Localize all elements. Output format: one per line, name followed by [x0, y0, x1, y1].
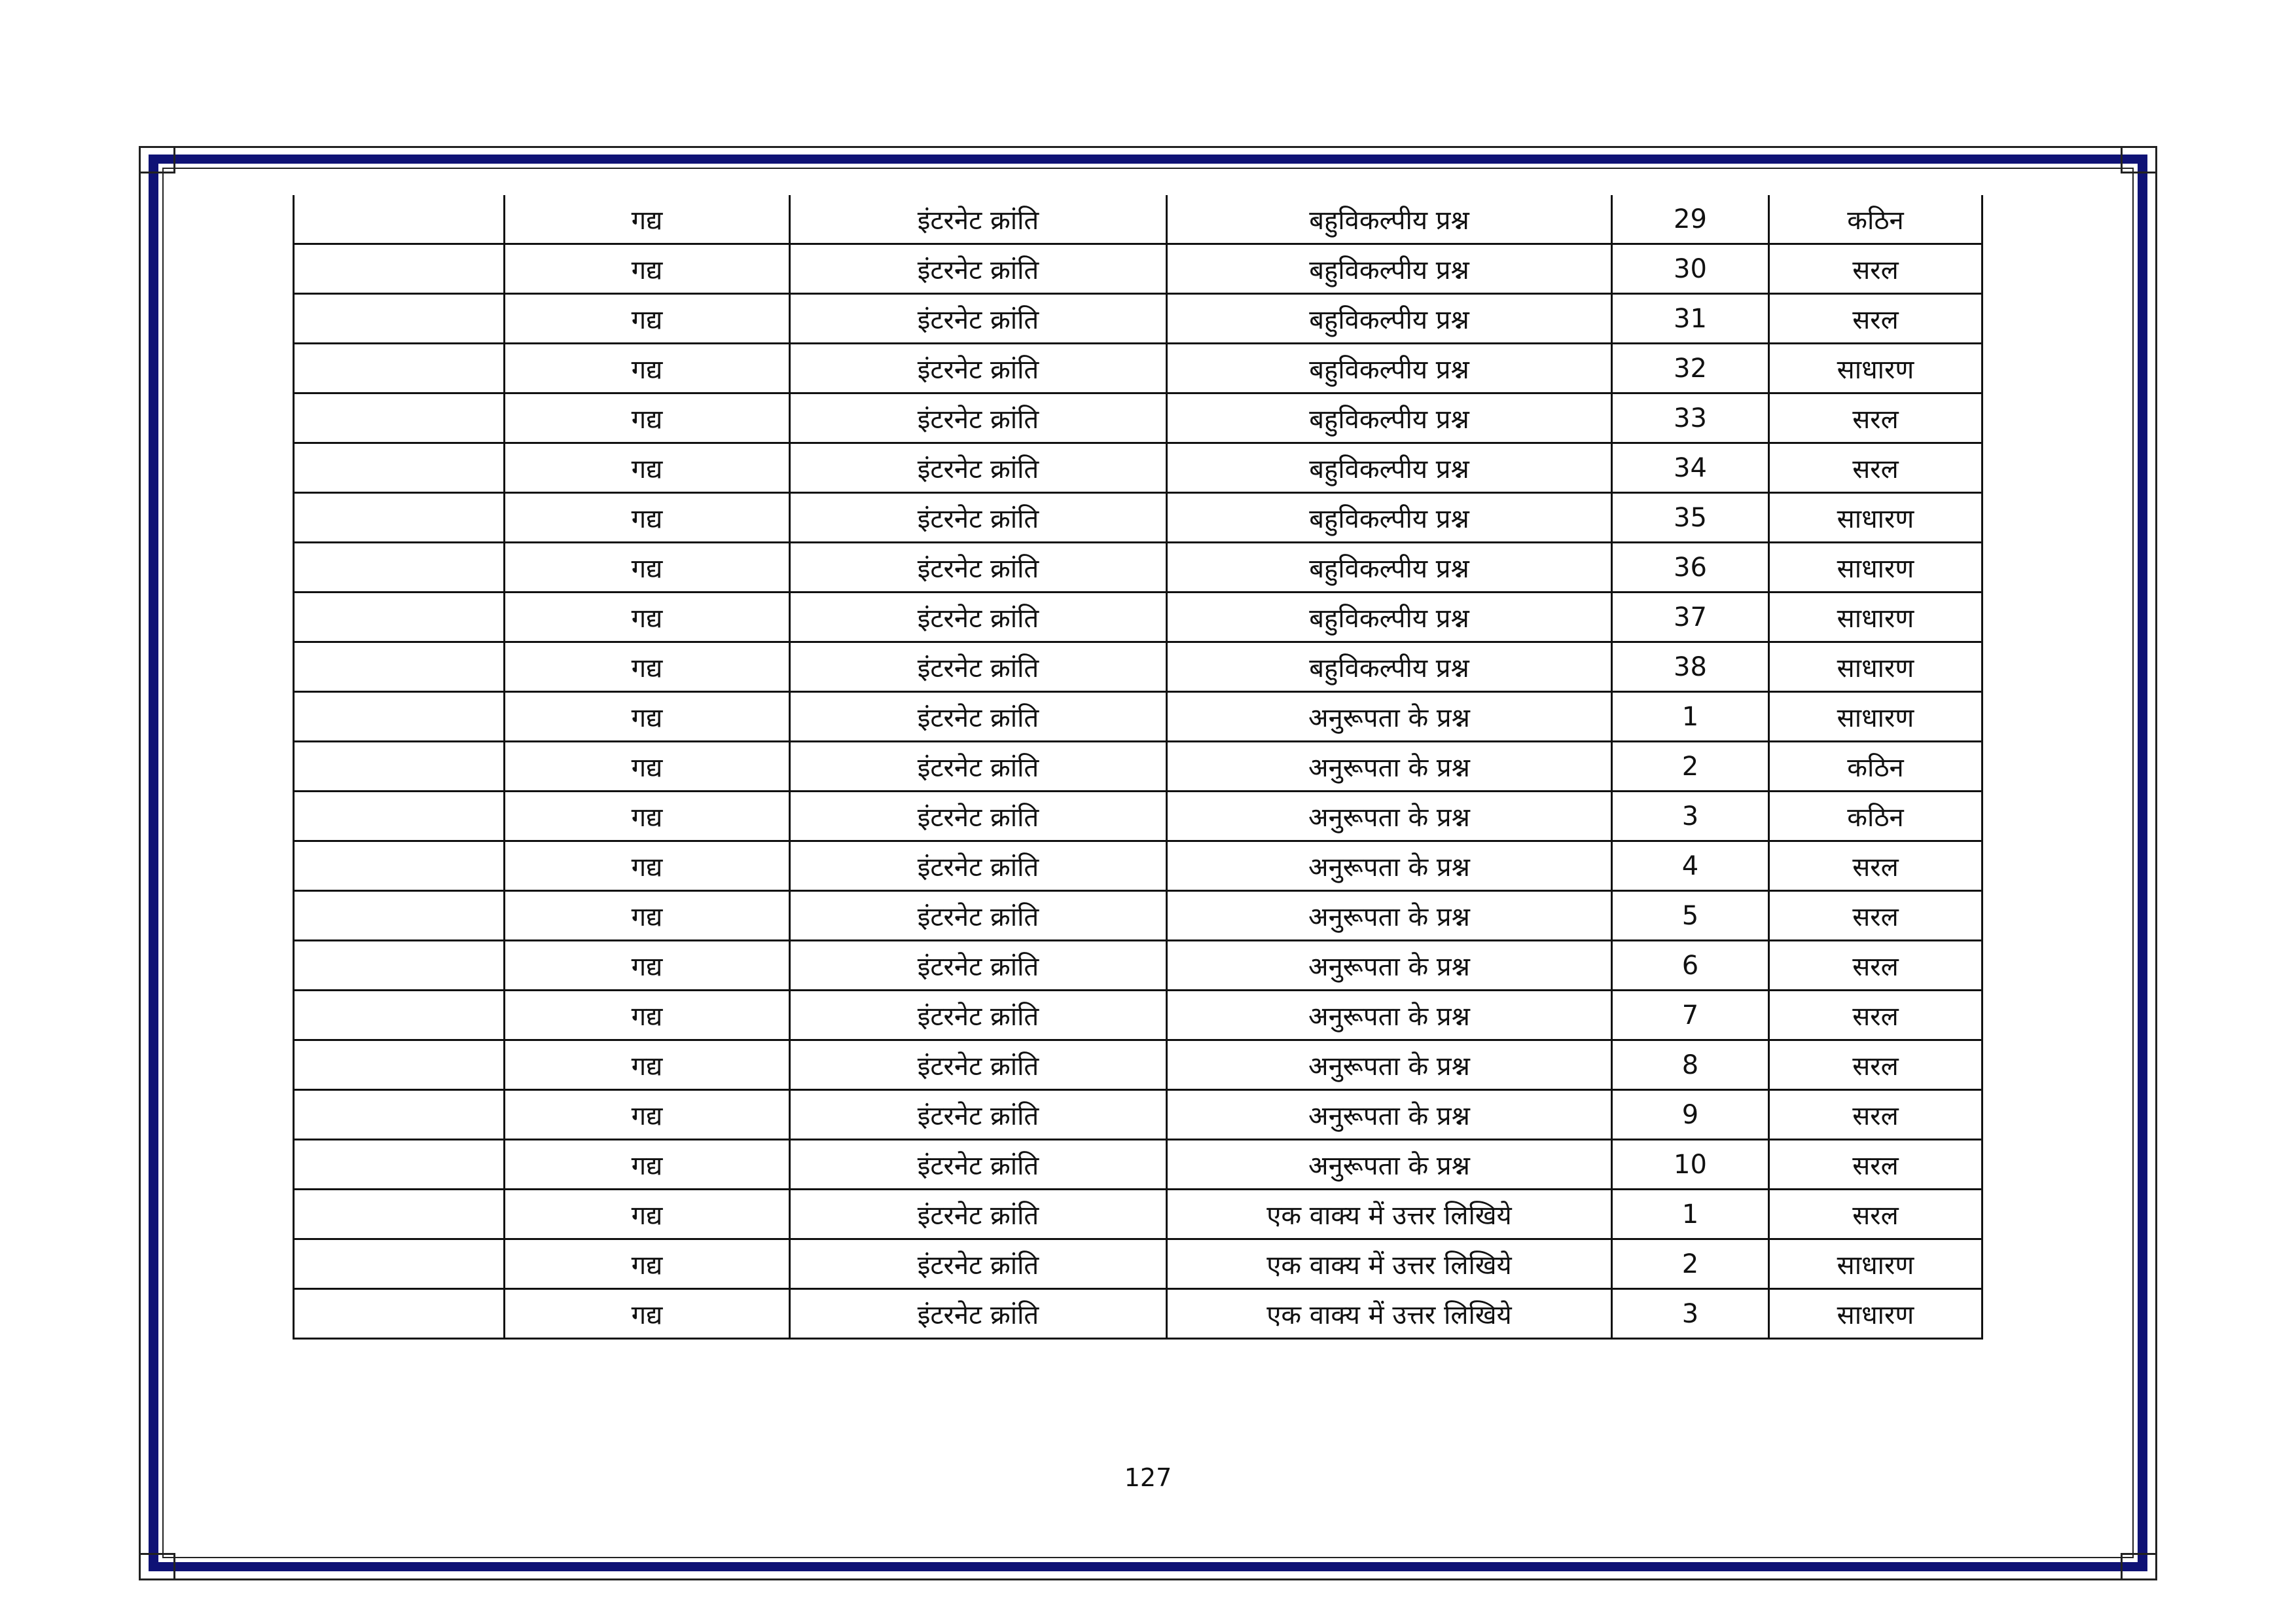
question-type-cell: अनुरूपता के प्रश्न: [1167, 1090, 1612, 1140]
chapter-cell: इंटरनेट क्रांति: [790, 1090, 1167, 1140]
question-number-cell: 9: [1612, 1090, 1769, 1140]
category-cell: गद्य: [505, 1090, 790, 1140]
question-type-cell: बहुविकल्पीय प्रश्न: [1167, 393, 1612, 443]
difficulty-cell: सरल: [1769, 393, 1982, 443]
serial-cell: [294, 294, 505, 344]
serial-cell: [294, 792, 505, 841]
category-cell: गद्य: [505, 1289, 790, 1339]
difficulty-cell: सरल: [1769, 1040, 1982, 1090]
difficulty-cell: सरल: [1769, 891, 1982, 941]
chapter-cell: इंटरनेट क्रांति: [790, 792, 1167, 841]
category-cell: गद्य: [505, 393, 790, 443]
table-row: [294, 1190, 1982, 1239]
question-table: [293, 195, 1983, 1340]
chapter-cell: इंटरनेट क्रांति: [790, 991, 1167, 1040]
question-number-cell: 4: [1612, 841, 1769, 891]
chapter-cell: इंटरनेट क्रांति: [790, 593, 1167, 642]
chapter-cell: इंटरनेट क्रांति: [790, 1190, 1167, 1239]
question-type-cell: बहुविकल्पीय प्रश्न: [1167, 294, 1612, 344]
difficulty-cell: सरल: [1769, 244, 1982, 294]
table-row: [294, 593, 1982, 642]
question-number-cell: 7: [1612, 991, 1769, 1040]
question-number-cell: 6: [1612, 941, 1769, 991]
chapter-cell: इंटरनेट क्रांति: [790, 1040, 1167, 1090]
serial-cell: [294, 692, 505, 742]
difficulty-cell: साधारण: [1769, 344, 1982, 393]
question-type-cell: एक वाक्य में उत्तर लिखिये: [1167, 1289, 1612, 1339]
chapter-cell: इंटरनेट क्रांति: [790, 1140, 1167, 1190]
difficulty-cell: साधारण: [1769, 642, 1982, 692]
category-cell: गद्य: [505, 244, 790, 294]
chapter-cell: इंटरनेट क्रांति: [790, 1239, 1167, 1289]
serial-cell: [294, 1040, 505, 1090]
serial-cell: [294, 841, 505, 891]
question-number-cell: 38: [1612, 642, 1769, 692]
category-cell: गद्य: [505, 941, 790, 991]
chapter-cell: इंटरनेट क्रांति: [790, 1289, 1167, 1339]
question-number-cell: 10: [1612, 1140, 1769, 1190]
question-number-cell: 35: [1612, 493, 1769, 543]
question-number-cell: 34: [1612, 443, 1769, 493]
table-row: [294, 393, 1982, 443]
category-cell: गद्य: [505, 1140, 790, 1190]
chapter-cell: इंटरनेट क्रांति: [790, 443, 1167, 493]
table-row: [294, 792, 1982, 841]
table-row: [294, 1090, 1982, 1140]
table-row: [294, 443, 1982, 493]
difficulty-cell: कठिन: [1769, 742, 1982, 792]
table-row: [294, 642, 1982, 692]
question-type-cell: एक वाक्य में उत्तर लिखिये: [1167, 1190, 1612, 1239]
question-type-cell: बहुविकल्पीय प्रश्न: [1167, 493, 1612, 543]
question-number-cell: 2: [1612, 1239, 1769, 1289]
table-row: [294, 941, 1982, 991]
category-cell: गद्य: [505, 195, 790, 244]
difficulty-cell: सरल: [1769, 443, 1982, 493]
difficulty-cell: सरल: [1769, 941, 1982, 991]
chapter-cell: इंटरनेट क्रांति: [790, 692, 1167, 742]
chapter-cell: इंटरनेट क्रांति: [790, 493, 1167, 543]
serial-cell: [294, 1140, 505, 1190]
table-row: [294, 1239, 1982, 1289]
table-row: [294, 1289, 1982, 1339]
table-row: [294, 344, 1982, 393]
serial-cell: [294, 543, 505, 593]
chapter-cell: इंटरनेट क्रांति: [790, 344, 1167, 393]
chapter-cell: इंटरनेट क्रांति: [790, 244, 1167, 294]
serial-cell: [294, 344, 505, 393]
question-type-cell: बहुविकल्पीय प्रश्न: [1167, 195, 1612, 244]
question-number-cell: 1: [1612, 1190, 1769, 1239]
serial-cell: [294, 642, 505, 692]
question-type-cell: अनुरूपता के प्रश्न: [1167, 891, 1612, 941]
category-cell: गद्य: [505, 593, 790, 642]
question-type-cell: अनुरूपता के प्रश्न: [1167, 1040, 1612, 1090]
question-type-cell: बहुविकल्पीय प्रश्न: [1167, 344, 1612, 393]
question-type-cell: अनुरूपता के प्रश्न: [1167, 941, 1612, 991]
category-cell: गद्य: [505, 1239, 790, 1289]
category-cell: गद्य: [505, 443, 790, 493]
difficulty-cell: सरल: [1769, 991, 1982, 1040]
category-cell: गद्य: [505, 294, 790, 344]
category-cell: गद्य: [505, 344, 790, 393]
question-number-cell: 33: [1612, 393, 1769, 443]
serial-cell: [294, 1289, 505, 1339]
serial-cell: [294, 991, 505, 1040]
difficulty-cell: साधारण: [1769, 493, 1982, 543]
serial-cell: [294, 593, 505, 642]
question-type-cell: बहुविकल्पीय प्रश्न: [1167, 543, 1612, 593]
question-number-cell: 31: [1612, 294, 1769, 344]
question-number-cell: 37: [1612, 593, 1769, 642]
serial-cell: [294, 1239, 505, 1289]
chapter-cell: इंटरनेट क्रांति: [790, 891, 1167, 941]
question-type-cell: अनुरूपता के प्रश्न: [1167, 991, 1612, 1040]
table-row: [294, 543, 1982, 593]
question-type-cell: बहुविकल्पीय प्रश्न: [1167, 443, 1612, 493]
question-number-cell: 1: [1612, 692, 1769, 742]
question-number-cell: 3: [1612, 1289, 1769, 1339]
serial-cell: [294, 393, 505, 443]
chapter-cell: इंटरनेट क्रांति: [790, 742, 1167, 792]
category-cell: गद्य: [505, 792, 790, 841]
category-cell: गद्य: [505, 642, 790, 692]
page-number: 127: [1124, 1463, 1172, 1492]
question-number-cell: 30: [1612, 244, 1769, 294]
table-row: [294, 1140, 1982, 1190]
table-row: [294, 244, 1982, 294]
table-row: [294, 294, 1982, 344]
chapter-cell: इंटरनेट क्रांति: [790, 642, 1167, 692]
table-row: [294, 891, 1982, 941]
category-cell: गद्य: [505, 891, 790, 941]
question-number-cell: 29: [1612, 195, 1769, 244]
question-type-cell: अनुरूपता के प्रश्न: [1167, 742, 1612, 792]
difficulty-cell: साधारण: [1769, 692, 1982, 742]
question-type-cell: अनुरूपता के प्रश्न: [1167, 792, 1612, 841]
difficulty-cell: सरल: [1769, 1140, 1982, 1190]
serial-cell: [294, 493, 505, 543]
question-type-cell: अनुरूपता के प्रश्न: [1167, 1140, 1612, 1190]
difficulty-cell: साधारण: [1769, 593, 1982, 642]
category-cell: गद्य: [505, 692, 790, 742]
table-row: [294, 742, 1982, 792]
serial-cell: [294, 443, 505, 493]
serial-cell: [294, 742, 505, 792]
question-number-cell: 3: [1612, 792, 1769, 841]
table-row: [294, 841, 1982, 891]
difficulty-cell: साधारण: [1769, 543, 1982, 593]
category-cell: गद्य: [505, 1190, 790, 1239]
category-cell: गद्य: [505, 841, 790, 891]
question-type-cell: बहुविकल्पीय प्रश्न: [1167, 593, 1612, 642]
difficulty-cell: सरल: [1769, 841, 1982, 891]
question-type-cell: एक वाक्य में उत्तर लिखिये: [1167, 1239, 1612, 1289]
question-type-cell: अनुरूपता के प्रश्न: [1167, 692, 1612, 742]
difficulty-cell: कठिन: [1769, 792, 1982, 841]
table-row: [294, 1040, 1982, 1090]
serial-cell: [294, 1090, 505, 1140]
difficulty-cell: साधारण: [1769, 1239, 1982, 1289]
table-body: [294, 195, 1982, 1339]
table-row: [294, 692, 1982, 742]
category-cell: गद्य: [505, 1040, 790, 1090]
serial-cell: [294, 891, 505, 941]
table-row: [294, 195, 1982, 244]
difficulty-cell: सरल: [1769, 1090, 1982, 1140]
question-number-cell: 32: [1612, 344, 1769, 393]
serial-cell: [294, 195, 505, 244]
chapter-cell: इंटरनेट क्रांति: [790, 393, 1167, 443]
category-cell: गद्य: [505, 742, 790, 792]
difficulty-cell: सरल: [1769, 294, 1982, 344]
serial-cell: [294, 941, 505, 991]
chapter-cell: इंटरनेट क्रांति: [790, 294, 1167, 344]
category-cell: गद्य: [505, 493, 790, 543]
question-type-cell: बहुविकल्पीय प्रश्न: [1167, 642, 1612, 692]
serial-cell: [294, 1190, 505, 1239]
chapter-cell: इंटरनेट क्रांति: [790, 543, 1167, 593]
question-type-cell: बहुविकल्पीय प्रश्न: [1167, 244, 1612, 294]
table-row: [294, 991, 1982, 1040]
question-number-cell: 8: [1612, 1040, 1769, 1090]
question-number-cell: 5: [1612, 891, 1769, 941]
difficulty-cell: साधारण: [1769, 1289, 1982, 1339]
question-number-cell: 36: [1612, 543, 1769, 593]
chapter-cell: इंटरनेट क्रांति: [790, 195, 1167, 244]
difficulty-cell: कठिन: [1769, 195, 1982, 244]
chapter-cell: इंटरनेट क्रांति: [790, 841, 1167, 891]
category-cell: गद्य: [505, 543, 790, 593]
table-row: [294, 493, 1982, 543]
category-cell: गद्य: [505, 991, 790, 1040]
question-type-cell: अनुरूपता के प्रश्न: [1167, 841, 1612, 891]
difficulty-cell: सरल: [1769, 1190, 1982, 1239]
chapter-cell: इंटरनेट क्रांति: [790, 941, 1167, 991]
question-number-cell: 2: [1612, 742, 1769, 792]
serial-cell: [294, 244, 505, 294]
